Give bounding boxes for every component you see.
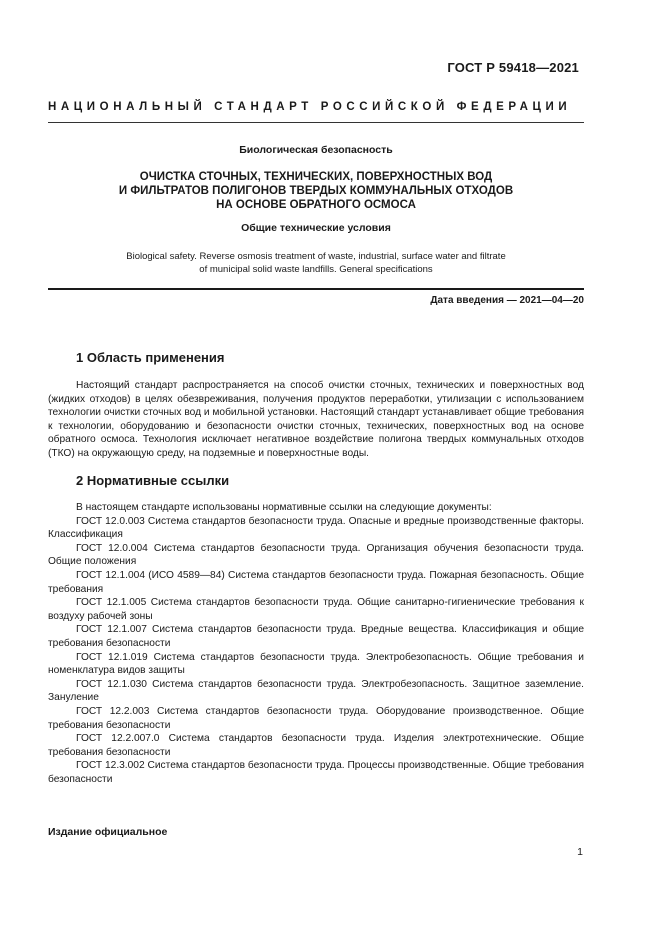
section-2-heading: 2 Нормативные ссылки xyxy=(76,473,230,488)
reference-item: ГОСТ 12.0.003 Система стандартов безопасности труда. Опасные и вредные производственные факторы. Классификация xyxy=(48,515,584,541)
reference-item: ГОСТ 12.1.030 Система стандартов безопасности труда. Электробезопасность. Защитное заземление. Зануление xyxy=(48,678,584,704)
reference-item: ГОСТ 12.1.005 Система стандартов безопасности труда. Общие санитарно-гигиенические требования к воздуху рабочей зоны xyxy=(48,597,584,622)
reference-item: ГОСТ 12.3.002 Система стандартов безопасности труда. Процессы производственные. Общие требования безопасности xyxy=(48,760,584,785)
reference-item: ГОСТ 12.2.007.0 Система стандартов безопасности труда. Изделия электротехнические. Общие требования безопасности xyxy=(48,733,584,758)
title-divider xyxy=(48,288,584,290)
national-standard-heading: НАЦИОНАЛЬНЫЙ СТАНДАРТ РОССИЙСКОЙ ФЕДЕРАЦИИ xyxy=(48,101,572,113)
gost-number: ГОСТ Р 59418—2021 xyxy=(447,60,579,75)
title-line: И ФИЛЬТРАТОВ ПОЛИГОНОВ ТВЕРДЫХ КОММУНАЛЬНЫХ ОТХОДОВ xyxy=(118,185,514,197)
header-divider xyxy=(48,122,584,123)
reference-item: ГОСТ 12.2.003 Система стандартов безопасности труда. Оборудование производственное. Общие требования безопасности xyxy=(48,705,584,731)
references-list xyxy=(48,501,584,786)
official-edition-label: Издание официальное xyxy=(48,826,168,838)
intro-date: Дата введения — 2021—04—20 xyxy=(430,295,584,306)
section-1-heading: 1 Область применения xyxy=(76,350,225,365)
reference-item: ГОСТ 12.1.007 Система стандартов безопасности труда. Вредные вещества. Классификация и общие требования безопасности xyxy=(48,624,584,649)
english-title-line: of municipal solid waste landfills. General specifications xyxy=(199,264,433,275)
document-subtitle: Общие технические условия xyxy=(241,222,391,234)
document-subject: Биологическая безопасность xyxy=(239,144,393,156)
document-title xyxy=(48,170,584,212)
english-title xyxy=(48,250,584,276)
reference-item: ГОСТ 12.0.004 Система стандартов безопасности труда. Организация обучения безопасности труда. Общие положения xyxy=(48,542,584,568)
reference-item: ГОСТ 12.1.004 (ИСО 4589—84) Система стандартов безопасности труда. Пожарная безопасность. Общие требования xyxy=(48,569,584,595)
page-number: 1 xyxy=(577,846,583,858)
english-title-line: Biological safety. Reverse osmosis treatment of waste, industrial, surface water and filtrate xyxy=(126,251,506,262)
title-line: ОЧИСТКА СТОЧНЫХ, ТЕХНИЧЕСКИХ, ПОВЕРХНОСТНЫХ ВОД xyxy=(139,171,493,183)
section-1-text: Настоящий стандарт распространяется на способ очистки сточных, технических и поверхностных вод (жидких отходов) в целях обезвреживания, получения продуктов переработки, утилизации с использованием технологии очистки сточных вод и мобильной установки. Настоящий стандарт устанавливает общие требования к технологии, оборудованию и безопасности очистки сточных, технических, поверхностных вод на основе обратного осмоса. Технология исключает негативное воздействие полигона твердых коммунальных отходов (ТКО) на окружающую среду, на подземные и поверхностные воды. xyxy=(48,380,584,459)
title-line: НА ОСНОВЕ ОБРАТНОГО ОСМОСА xyxy=(216,199,416,211)
references-intro: В настоящем стандарте использованы нормативные ссылки на следующие документы: xyxy=(76,502,492,513)
reference-item: ГОСТ 12.1.019 Система стандартов безопасности труда. Электробезопасность. Общие требования и номенклатура видов защиты xyxy=(48,651,584,677)
